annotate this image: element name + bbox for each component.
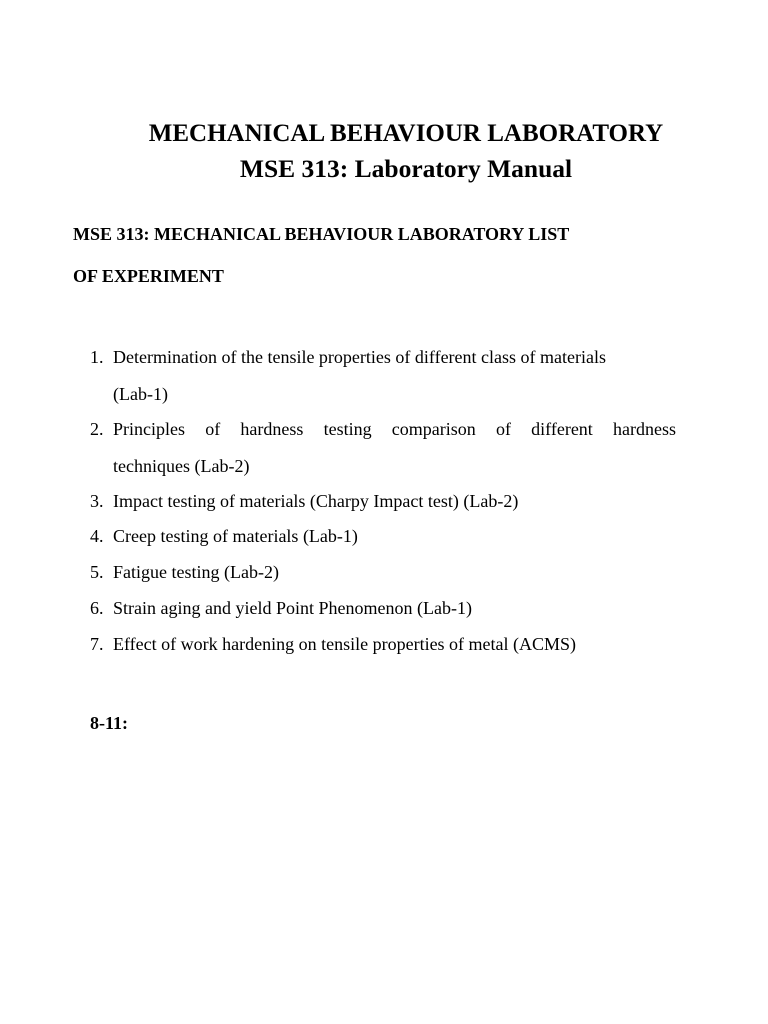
experiment-text: Strain aging and yield Point Phenomenon (Lab-1): [113, 598, 472, 618]
experiment-text: Fatigue testing (Lab-2): [113, 562, 279, 582]
experiment-text: Creep testing of materials (Lab-1): [113, 526, 358, 546]
experiment-text-continued: (Lab-1): [113, 384, 168, 404]
experiment-text: Principles of hardness testing comparison of different hardness: [113, 419, 676, 439]
experiment-number: 6.: [90, 598, 104, 618]
experiment-text-continued: techniques (Lab-2): [113, 456, 250, 476]
experiments-8-11-heading: 8-11:: [90, 713, 128, 733]
experiment-number: 7.: [90, 634, 104, 654]
experiment-number: 3.: [90, 491, 104, 511]
list-heading-line-1: MSE 313: MECHANICAL BEHAVIOUR LABORATORY LIST: [73, 224, 570, 244]
experiment-number: 4.: [90, 526, 104, 546]
experiment-number: 5.: [90, 562, 104, 582]
experiment-text: Effect of work hardening on tensile properties of metal (ACMS): [113, 634, 577, 654]
experiment-text: Determination of the tensile properties of different class of materials: [113, 347, 606, 367]
experiment-number: 2.: [90, 419, 104, 439]
list-heading-line-2: OF EXPERIMENT: [73, 266, 224, 286]
document-title: MECHANICAL BEHAVIOUR LABORATORY: [148, 120, 664, 147]
experiment-text: Impact testing of materials (Charpy Impact test) (Lab-2): [113, 491, 519, 511]
experiment-number: 1.: [90, 347, 104, 367]
document-subtitle: MSE 313: Laboratory Manual: [239, 154, 573, 183]
